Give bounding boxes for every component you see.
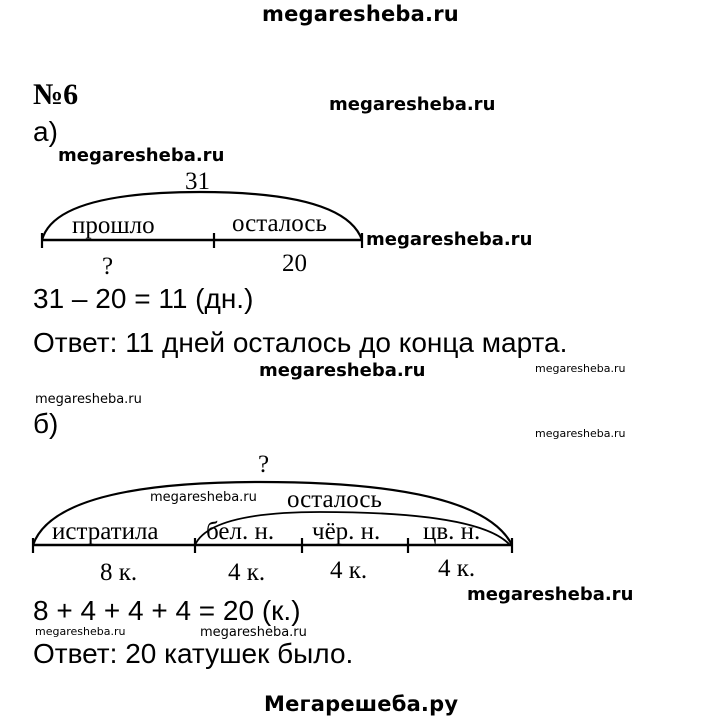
- diagram-a-segment-left: прошло: [72, 212, 155, 239]
- part-b-label: б): [33, 408, 59, 439]
- diagram-b-value-1: 8 к.: [100, 559, 138, 586]
- part-a-label: а): [33, 116, 58, 147]
- part-a-answer: Ответ: 11 дней осталось до конца марта.: [33, 327, 568, 358]
- diagram-b-segment-2: бел. н.: [206, 518, 275, 545]
- task-number: №6: [33, 78, 79, 111]
- diagram-a-value-right: 20: [282, 250, 307, 277]
- diagram-a-total: 31: [185, 168, 210, 195]
- watermark: megaresheba.ru: [35, 625, 126, 638]
- diagram-b-value-2: 4 к.: [228, 559, 266, 586]
- watermark: megaresheba.ru: [467, 584, 634, 605]
- watermark: megaresheba.ru: [200, 625, 307, 640]
- watermark: megaresheba.ru: [58, 145, 225, 166]
- watermark: megaresheba.ru: [329, 94, 496, 115]
- watermark-top: megaresheba.ru: [262, 2, 459, 26]
- diagram-b-segment-1: истратила: [52, 518, 159, 545]
- watermark-bottom: Мегарешеба.ру: [264, 692, 459, 716]
- part-b-equation: 8 + 4 + 4 + 4 = 20 (к.): [33, 595, 301, 626]
- diagram-a-value-left: ?: [102, 253, 114, 280]
- watermark: megaresheba.ru: [150, 490, 257, 505]
- diagram-b-total: ?: [258, 451, 270, 478]
- watermark: megaresheba.ru: [366, 229, 533, 250]
- part-b-answer: Ответ: 20 катушек было.: [33, 638, 354, 669]
- diagram-a-segment-right: осталось: [232, 210, 327, 237]
- diagram-b-group-label: осталось: [287, 486, 382, 513]
- part-a-equation: 31 – 20 = 11 (дн.): [33, 283, 254, 314]
- diagram-b-segment-3: чёр. н.: [312, 518, 381, 545]
- diagram-b-segment-4: цв. н.: [423, 518, 481, 545]
- diagram-b-value-3: 4 к.: [330, 557, 368, 584]
- diagram-b-value-4: 4 к.: [438, 555, 476, 582]
- watermark: megaresheba.ru: [535, 427, 626, 440]
- watermark: megaresheba.ru: [35, 392, 142, 407]
- watermark: megaresheba.ru: [535, 362, 626, 375]
- watermark: megaresheba.ru: [259, 360, 426, 381]
